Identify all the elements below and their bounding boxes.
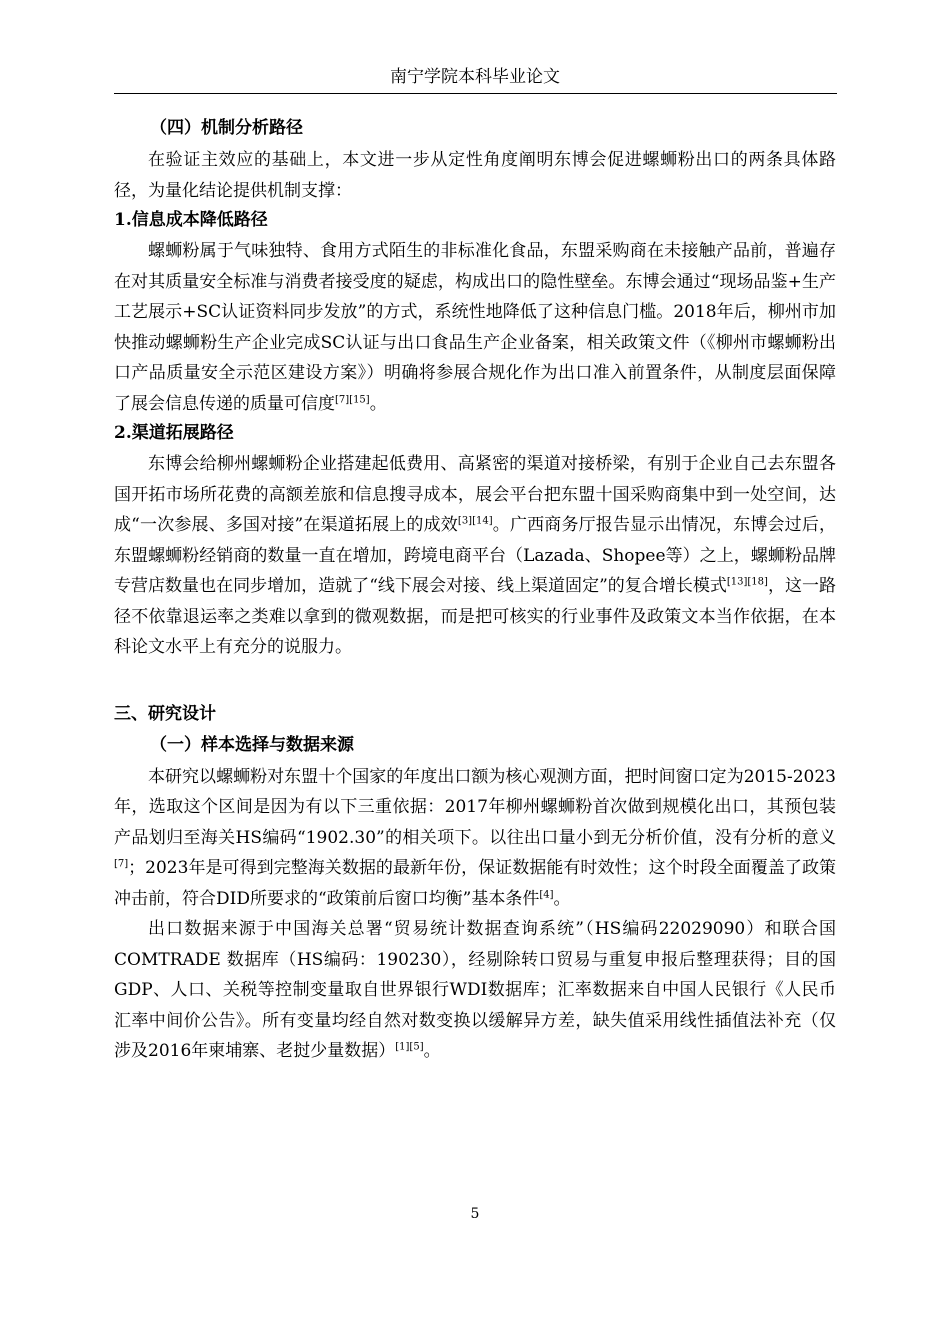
page-number: 5 <box>470 1206 480 1222</box>
section-spacer <box>114 663 836 699</box>
citation: [3][14] <box>457 515 493 527</box>
paragraph-text: ，这一路径不依靠退运率之类难以拿到的微观数据，而是把可核实的行业事件及政策文本当作依据，在本科论文水平上有充分的说服力。 <box>114 576 836 657</box>
citation: [13][18] <box>726 576 768 588</box>
paragraph-sample-selection <box>114 762 836 915</box>
paragraph-text: 出口数据来源于中国海关总署“贸易统计数据查询系统”（HS编码22029090）和联合国 COMTRADE 数据库（HS编码：190230），经剔除转口贸易与重复申报后整理获得；目的国GDP、人口、关税等控制变量取自世界银行WDI数据库；汇率数据来自中国人民银行《人民币汇率中间价公告》。所有变量均经自然对数变换以缓解异方差，缺失值采用线性插值法补充（仅涉及2016年柬埔寨、老挝少量数据） <box>114 919 836 1061</box>
section-heading-sample-data: （一）样本选择与数据来源 <box>150 734 354 755</box>
chapter-heading-research-design: 三、研究设计 <box>114 703 216 724</box>
running-header: 南宁学院本科毕业论文 <box>390 67 560 87</box>
paragraph-text: 本研究以螺蛳粉对东盟十个国家的年度出口额为核心观测方面，把时间窗口定为2015-2023年，选取这个区间是因为有以下三重依据：2017年柳州螺蛳粉首次做到规模化出口，其预包装产品划归至海关HS编码“1902.30”的相关项下。以往出口量小到无分析价值，没有分析的意义 <box>114 766 836 848</box>
paragraph-information-cost <box>114 236 836 419</box>
citation: [7][15] <box>335 393 370 405</box>
citation: [4] <box>539 888 554 900</box>
paragraph-text: 。广西商务厅报告显示出情况，东博会过后，东盟螺蛳粉经销商的数量一直在增加，跨境电商平台（Lazada、Shopee等）之上，螺蛳粉品牌专营店数量也在同步增加，造就了“线下展会对接、线上渠道固定”的复合增长模式 <box>114 515 836 596</box>
paragraph-text: 东博会给柳州螺蛳粉企业搭建起低费用、高紧密的渠道对接桥梁，有别于企业自己去东盟各国开拓市场所花费的高额差旅和信息搜寻成本，展会平台把东盟十国采购商集中到一处空间，达成“一次参展、多国对接”在渠道拓展上的成效 <box>114 454 836 535</box>
section-heading-mechanism: （四）机制分析路径 <box>150 118 303 138</box>
page-body <box>114 112 836 1067</box>
citation: [7] <box>114 858 129 870</box>
paragraph-end: 。 <box>553 888 571 909</box>
citation: [1][5] <box>395 1041 424 1053</box>
paragraph-channel-expansion <box>114 449 836 663</box>
paragraph-data-sources <box>114 914 836 1067</box>
header-divider <box>114 93 837 94</box>
paragraph-mechanism-intro: 在验证主效应的基础上，本文进一步从定性角度阐明东博会促进螺蛳粉出口的两条具体路径，为量化结论提供机制支撑： <box>114 150 836 201</box>
paragraph-end: 。 <box>423 1041 441 1061</box>
subheading-channel-expansion: 2.渠道拓展路径 <box>114 423 234 443</box>
subheading-information-cost: 1.信息成本降低路径 <box>114 210 268 230</box>
paragraph-text: ；2023年是可得到完整海关数据的最新年份，保证数据能有时效性；这个时段全面覆盖了政策冲击前，符合DID所要求的“政策前后窗口均衡”基本条件 <box>114 858 836 909</box>
paragraph-end: 。 <box>369 393 387 414</box>
paragraph-text: 螺蛳粉属于气味独特、食用方式陌生的非标准化食品，东盟采购商在未接触产品前，普遍存在对其质量安全标准与消费者接受度的疑虑，构成出口的隐性壁垒。东博会通过“现场品鉴+生产工艺展示+SC认证资料同步发放”的方式，系统性地降低了这种信息门槛。2018年后，柳州市加快推动螺蛳粉生产企业完成SC认证与出口食品生产企业备案，相关政策文件（《柳州市螺蛳粉出口产品质量安全示范区建设方案》）明确将参展合规化作为出口准入前置条件，从制度层面保障了展会信息传递的质量可信度 <box>114 241 836 414</box>
